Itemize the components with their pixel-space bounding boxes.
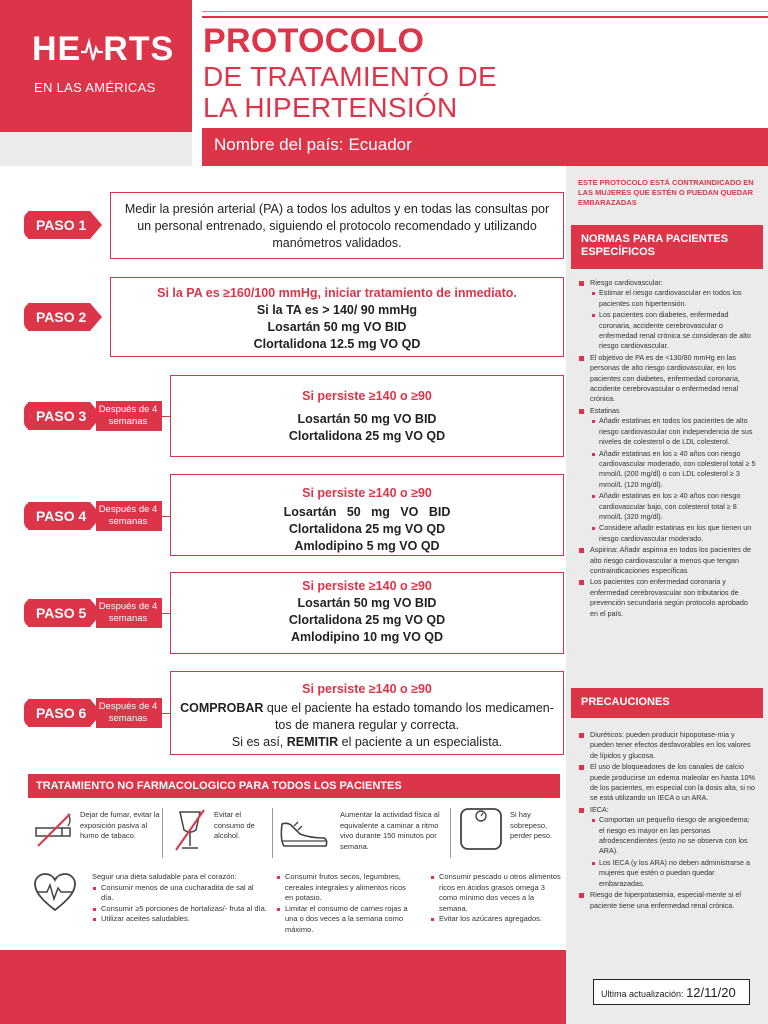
norms-heading: NORMAS PARA PACIENTES ESPECÍFICOS bbox=[571, 225, 763, 269]
list-item-text: Estatinas bbox=[590, 405, 620, 415]
step-5-box bbox=[170, 572, 564, 654]
step-6-line-3-post: el paciente a un especialista. bbox=[338, 735, 503, 749]
sub-list bbox=[590, 288, 756, 351]
list-item-text: Riesgo de hiperpotasemia, especial-mente si el paciente tiene una enfermedad renal crónica. bbox=[590, 890, 742, 910]
diet-item: Consumir pescado u otros alimentos ricos en ácidos grasos omega 3 como mínimo dos veces a la semana. bbox=[430, 872, 562, 914]
country-label: Nombre del país: bbox=[214, 135, 344, 154]
step-5-line: Clortalidona 25 mg VO QD bbox=[288, 613, 446, 627]
step-5-line: Losartán 50 mg VO BID bbox=[297, 596, 437, 610]
step-2-line: Clortalidona 12.5 mg VO QD bbox=[253, 337, 421, 351]
step-5-line: Amlodipino 10 mg VO QD bbox=[290, 630, 444, 644]
step-1-label: PASO 1 bbox=[28, 211, 90, 239]
logo-wordmark: HE RTS bbox=[32, 30, 175, 68]
list-item bbox=[578, 406, 756, 544]
list-item-text: El uso de bloqueadores de los canales de calcio puede producirse un edema maleolar en hasta 10% de los pacientes, en especial con la dosis alta, si no se está utilizando un IECA o un ARA. bbox=[590, 762, 756, 803]
diet-intro: Seguir una dieta saludable para el corazón: bbox=[92, 872, 237, 881]
list-item-text: Aspirina: Añadir aspirina en todos los pacientes de alto riesgo cardiovascular a menos que tengan contraindicaciones específicas bbox=[590, 545, 752, 575]
activity-advice: Aumentar la actividad física al equivalente a caminar a ritmo vivo durante 150 minutos por semana. bbox=[340, 810, 440, 851]
step-5-weeks: Después de 4 semanas bbox=[98, 601, 158, 624]
step-6-connector bbox=[162, 713, 170, 714]
step-2-condition: Si la PA es ≥160/100 mmHg, iniciar tratamiento de inmediato. bbox=[157, 286, 517, 300]
sub-list-item: Los pacientes con diabetes, enfermedad coronaria, accidente cerebrovascular o enfermedad renal crónica se consideran de alto riesgo cardiovascular. bbox=[590, 310, 756, 352]
list-item bbox=[578, 890, 756, 911]
precautions-heading: PRECAUCIONES bbox=[571, 688, 763, 718]
step-6-line-2: tos de manera regular y correcta. bbox=[274, 718, 460, 732]
step-1-box bbox=[110, 192, 564, 259]
heart-icon bbox=[32, 872, 78, 914]
step-1-line: Medir la presión arterial (PA) a todos los adultos y en todas las consultas por bbox=[124, 202, 550, 216]
diet-item: Consumir menos de una cucharadita de sal al día. bbox=[92, 883, 268, 904]
step-4-weeks: Después de 4 semanas bbox=[98, 504, 158, 527]
sub-list-item: Estimar el riesgo cardiovascular en todos los pacientes con hipertensión. bbox=[590, 288, 756, 309]
step-6-line-1-text: que el paciente ha estado tomando los medicamen- bbox=[263, 701, 554, 715]
list-item bbox=[578, 730, 756, 761]
title-line-2: DE TRATAMIENTO DE bbox=[203, 61, 497, 92]
step-2-box bbox=[110, 277, 564, 357]
list-item-text: IECA: bbox=[590, 804, 609, 814]
sub-list-item: Añadir estatinas en los ≥ 40 años con riesgo cardiovascular bajo, con colesterol total ≥ 8 mmol/L (320 mg/dl). bbox=[590, 491, 756, 522]
step-4-line: Losartán 50 mg VO BID bbox=[283, 505, 451, 519]
sub-list bbox=[590, 416, 756, 544]
country-bar bbox=[202, 128, 768, 166]
sub-list-item: Añadir estatinas en los ≥ 40 años con riesgo cardiovascular moderado, con colesterol total ≥ 5 mmol/L (200 mg/dl) o con LDL colesterol ≥ 3 mmol/L (120 mg/dl). bbox=[590, 449, 756, 491]
logo bbox=[0, 0, 192, 132]
step-3-label: PASO 3 bbox=[28, 402, 90, 430]
step-6-label: PASO 6 bbox=[28, 699, 90, 727]
step-3-weeks: Después de 4 semanas bbox=[98, 404, 158, 427]
list-item bbox=[578, 577, 756, 619]
norms-list bbox=[578, 278, 756, 620]
step-2-line: Losartán 50 mg VO BID bbox=[267, 320, 407, 334]
header-rule-thin bbox=[202, 11, 768, 12]
step-5-connector bbox=[162, 613, 170, 614]
step-6-weeks: Después de 4 semanas bbox=[98, 701, 158, 724]
last-update-date: 12/11/20 bbox=[686, 985, 736, 1000]
step-3-connector bbox=[162, 416, 170, 417]
alcohol-advice: Evitar el consumo de alcohol. bbox=[214, 810, 255, 840]
step-2-label: PASO 2 bbox=[28, 303, 90, 331]
step-6-line-3 bbox=[171, 734, 563, 751]
last-update bbox=[593, 979, 750, 1005]
list-item-text: Los pacientes con enfermedad coronaria y enfermedad cerebrovascular son tributarios de prevención secundaria según protocolo aprobado en el país. bbox=[590, 577, 748, 618]
sub-list bbox=[590, 815, 756, 889]
divider bbox=[272, 808, 273, 858]
step-1-line: manómetros validados. bbox=[272, 236, 402, 250]
list-item-text: Riesgo cardiovascular: bbox=[590, 278, 663, 287]
diet-column-3 bbox=[430, 872, 562, 925]
step-2-line: Si la TA es > 140/ 90 mmHg bbox=[256, 303, 418, 317]
tobacco-advice: Dejar de fumar, evitar la exposición pasiva al humo de tabaco. bbox=[80, 810, 160, 840]
list-item bbox=[578, 353, 756, 405]
step-4-line: Amlodipino 5 mg VO QD bbox=[294, 539, 440, 553]
header-left-band bbox=[0, 132, 192, 166]
sub-list-item: Comportan un pequeño riesgo de angioedema; el riesgo es mayor en las personas afrodescendientes (esto no se observa con los ARA). bbox=[590, 815, 756, 857]
step-1-line: un personal entrenado, siguiendo el protocolo recomendado y utilizando bbox=[137, 219, 537, 233]
no-alcohol-icon bbox=[170, 806, 210, 854]
step-6-line-3-pre: Si es así, bbox=[231, 735, 287, 749]
step-3-line: Clortalidona 25 mg VO QD bbox=[288, 429, 446, 443]
step-6-box bbox=[170, 671, 564, 755]
step-6-line-1 bbox=[171, 700, 563, 717]
step-4-connector bbox=[162, 516, 170, 517]
diet-item: Utilizar aceites saludables. bbox=[92, 914, 268, 925]
step-3-box bbox=[170, 375, 564, 457]
divider bbox=[162, 808, 163, 858]
title-line-1: PROTOCOLO bbox=[203, 22, 425, 60]
country-value: Ecuador bbox=[348, 135, 412, 154]
last-update-label: Ultima actualización: bbox=[601, 989, 684, 999]
diet-column-2 bbox=[276, 872, 416, 935]
step-4-label: PASO 4 bbox=[28, 502, 90, 530]
step-6-refer-keyword: REMITIR bbox=[286, 735, 339, 749]
step-4-line: Clortalidona 25 mg VO QD bbox=[288, 522, 446, 536]
diet-item: Consumir frutos secos, legumbres, cereales integrales y alimentos ricos en potasio. bbox=[276, 872, 416, 904]
sub-list-item: Añadir estatinas en todos los pacientes de alto riesgo cardiovascular con independencia de sus niveles de colesterol o de LDL colesterol. bbox=[590, 416, 756, 447]
precautions-list bbox=[578, 730, 756, 912]
scale-icon bbox=[458, 806, 504, 852]
list-item bbox=[578, 545, 756, 576]
list-item bbox=[578, 278, 756, 352]
contraindication-note: ESTE PROTOCOLO ESTÁ CONTRAINDICADO EN LAS MUJERES QUE ESTÉN O PUEDAN QUEDAR EMBARAZADAS bbox=[578, 178, 754, 207]
divider bbox=[450, 808, 451, 858]
logo-subtitle: EN LAS AMÉRICAS bbox=[34, 80, 156, 95]
step-3-line: Losartán 50 mg VO BID bbox=[297, 412, 437, 426]
no-smoking-icon bbox=[32, 808, 76, 852]
footer-band bbox=[0, 950, 566, 1024]
title-line-3: LA HIPERTENSIÓN bbox=[203, 92, 458, 123]
weight-advice: Si hay sobrepeso, perder peso. bbox=[510, 810, 553, 840]
step-3-condition: Si persiste ≥140 o ≥90 bbox=[302, 389, 432, 403]
sub-list-item: Los IECA (y los ARA) no deben administrarse a mujeres que estén o puedan quedar embarazadas. bbox=[590, 858, 756, 889]
step-6-check-keyword: COMPROBAR bbox=[180, 701, 264, 715]
list-item bbox=[578, 805, 756, 889]
heartbeat-icon bbox=[81, 34, 103, 64]
diet-item: Limitar el consumo de carnes rojas a una o dos veces a la semana como máximo. bbox=[276, 904, 416, 936]
step-6-condition: Si persiste ≥140 o ≥90 bbox=[302, 682, 432, 696]
diet-item: Consumir ≥5 porciones de hortalizas/- fruta al día. bbox=[92, 904, 268, 915]
step-4-box bbox=[170, 474, 564, 556]
non-pharma-heading: TRATAMIENTO NO FARMACOLOGICO PARA TODOS LOS PACIENTES bbox=[28, 774, 560, 798]
diet-item: Evitar los azúcares agregados. bbox=[430, 914, 562, 925]
list-item bbox=[578, 762, 756, 804]
diet-column-1 bbox=[92, 872, 268, 925]
step-5-condition: Si persiste ≥140 o ≥90 bbox=[302, 579, 432, 593]
list-item-text: Diuréticos: pueden producir hipopotase-mia y pueden tener efectos desfavorables en los valores de lípidos y glucosa. bbox=[590, 730, 751, 760]
step-4-condition: Si persiste ≥140 o ≥90 bbox=[302, 486, 432, 500]
running-shoe-icon bbox=[278, 810, 330, 850]
list-item-text: El objetivo de PA es de <130/80 mmHg en las personas de alto riesgo cardiovascular, en los pacientes con diabetes, enfermedad coronaria, accidente cerebrovascular o enfermedad renal crónica. bbox=[590, 352, 740, 404]
header-rule bbox=[202, 16, 768, 18]
sub-list-item: Considere añadir estatinas en los que tienen un riesgo cardiovascular moderado. bbox=[590, 523, 756, 544]
step-5-label: PASO 5 bbox=[28, 599, 90, 627]
